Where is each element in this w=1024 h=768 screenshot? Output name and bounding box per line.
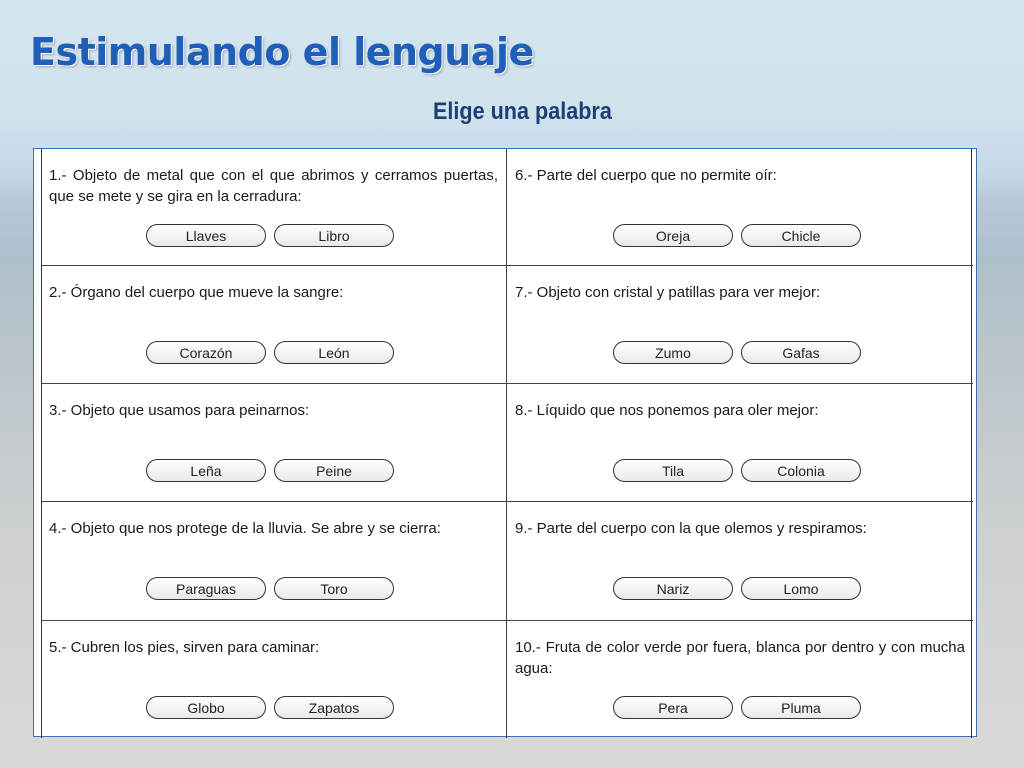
option-button[interactable]: Toro — [274, 577, 394, 600]
option-button[interactable]: Llaves — [146, 224, 266, 247]
option-button[interactable]: Globo — [146, 696, 266, 719]
option-button[interactable]: Corazón — [146, 341, 266, 364]
question-text: 2.- Órgano del cuerpo que mueve la sangre: — [49, 284, 344, 301]
option-button[interactable]: Pera — [613, 696, 733, 719]
option-button[interactable]: Oreja — [613, 224, 733, 247]
worksheet — [33, 148, 977, 737]
option-button[interactable]: Libro — [274, 224, 394, 247]
answer-options — [146, 696, 394, 719]
option-button[interactable]: León — [274, 341, 394, 364]
question-cell-2 — [42, 265, 507, 383]
option-button[interactable]: Lomo — [741, 577, 861, 600]
question-cell-1 — [42, 149, 507, 265]
option-button[interactable]: Zapatos — [274, 696, 394, 719]
answer-options — [146, 459, 394, 482]
answer-options — [613, 224, 861, 247]
question-text: 9.- Parte del cuerpo con la que olemos y respiramos: — [515, 520, 867, 537]
page-title: Estimulando el lenguaje — [30, 30, 534, 74]
question-text: 4.- Objeto que nos protege de la lluvia. Se abre y se cierra: — [49, 520, 441, 537]
option-button[interactable]: Peine — [274, 459, 394, 482]
option-button[interactable]: Pluma — [741, 696, 861, 719]
option-button[interactable]: Gafas — [741, 341, 861, 364]
question-text: 5.- Cubren los pies, sirven para caminar: — [49, 639, 320, 656]
option-button[interactable]: Nariz — [613, 577, 733, 600]
question-cell-7 — [507, 265, 973, 383]
question-text: 1.- Objeto de metal que con el que abrimos y cerramos puertas, que se mete y se gira en la cerradura: — [49, 167, 498, 205]
option-button[interactable]: Colonia — [741, 459, 861, 482]
question-text: 10.- Fruta de color verde por fuera, blanca por dentro y con mucha agua: — [515, 639, 965, 677]
answer-options — [146, 341, 394, 364]
option-button[interactable]: Tila — [613, 459, 733, 482]
question-cell-10 — [507, 620, 973, 738]
option-button[interactable]: Paraguas — [146, 577, 266, 600]
answer-options — [146, 224, 394, 247]
page-subtitle: Elige una palabra — [433, 98, 612, 125]
option-button[interactable]: Leña — [146, 459, 266, 482]
question-cell-5 — [42, 620, 507, 738]
question-cell-3 — [42, 383, 507, 501]
answer-options — [613, 341, 861, 364]
answer-options — [613, 459, 861, 482]
question-cell-4 — [42, 501, 507, 620]
question-cell-6 — [507, 149, 973, 265]
answer-options — [146, 577, 394, 600]
question-cell-9 — [507, 501, 973, 620]
question-text: 6.- Parte del cuerpo que no permite oír: — [515, 167, 777, 184]
question-grid — [41, 149, 972, 738]
question-text: 8.- Líquido que nos ponemos para oler mejor: — [515, 402, 819, 419]
question-cell-8 — [507, 383, 973, 501]
question-text: 3.- Objeto que usamos para peinarnos: — [49, 402, 310, 419]
answer-options — [613, 696, 861, 719]
question-text: 7.- Objeto con cristal y patillas para ver mejor: — [515, 284, 821, 301]
option-button[interactable]: Zumo — [613, 341, 733, 364]
option-button[interactable]: Chicle — [741, 224, 861, 247]
answer-options — [613, 577, 861, 600]
